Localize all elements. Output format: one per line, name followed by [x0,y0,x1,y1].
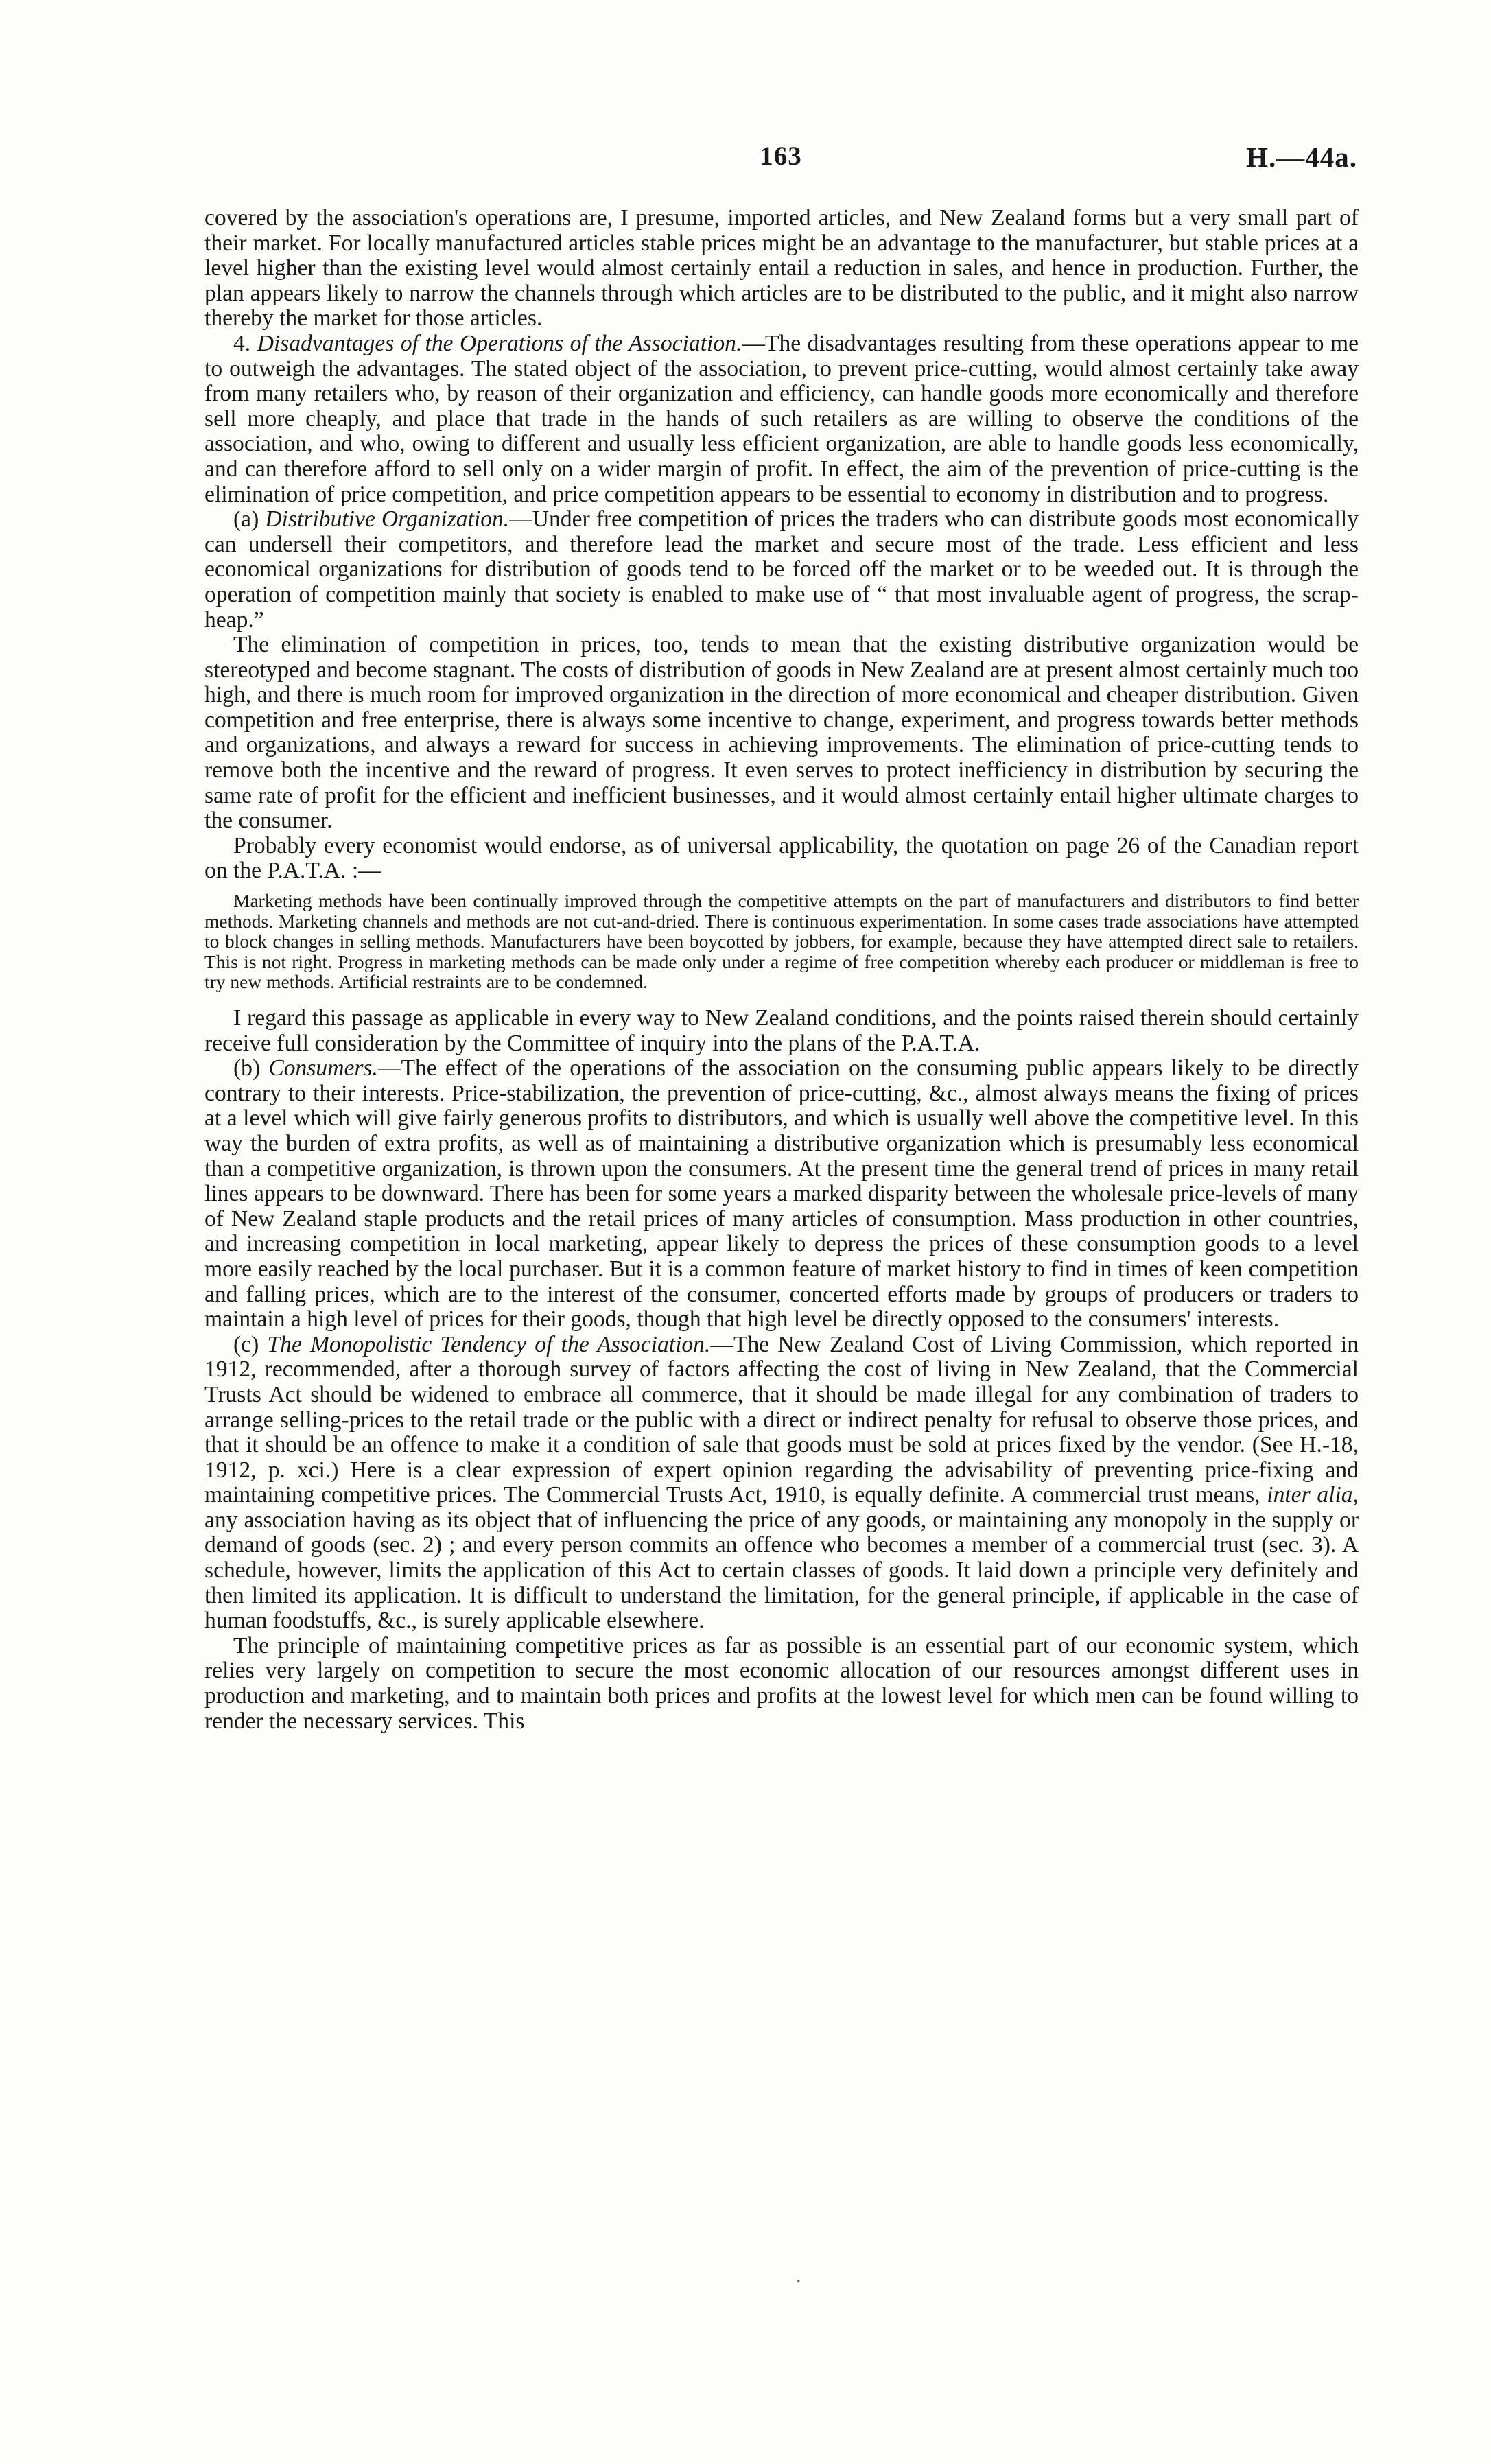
subsection-label-b: (b) [233,1055,269,1081]
subsection-label-a: (a) [233,506,266,532]
body-text [204,206,1359,1734]
section-number: 4. [233,330,257,356]
paragraph-6: I regard this passage as applicable in every way to New Zealand conditions, and the points raised therein should certainly receive full consideration by the Committee of inquiry into the plans of the P.A.T.A. [204,1005,1359,1056]
paragraph-8-text-b: , any association having as its object that of influencing the price of any goods, or maintaining any monopoly in the supply or demand of goods (sec. 2) ; and every person commits an offence who becomes a member of a commercial trust (sec. 3). A schedule, however, limits the application of this Act to certain classes of goods. It laid down a principle very definitely and then limited its application. It is difficult to understand the limitation, for the general principle, if applicable in the case of human foodstuffs, &c., is surely applicable elsewhere. [204,1482,1359,1634]
paragraph-8 [204,1333,1359,1634]
paper-reference: H.—44a. [1246,141,1357,173]
subsection-heading-monopolistic: The Monopolistic Tendency of the Association. [267,1331,711,1357]
paragraph-3 [204,507,1359,633]
paragraph-2-text: —The disadvantages resulting from these operations appear to me to outweigh the advantages. The stated object of the association, to prevent price-cutting, would almost certainly take away from many retailers who, by reason of their organization and efficiency, can handle goods more economically and therefore sell more cheaply, and place that trade in the hands of such retailers as are willing to observe the conditions of the association, and who, owing to different and usually less efficient organization, are able to handle goods less economically, and can therefore afford to sell only on a wider margin of profit. In effect, the aim of the prevention of price-cutting is the elimination of price competition, and price competition appears to be essential to economy in distribution and to progress. [204,330,1359,507]
paragraph-4: The elimination of competition in prices, too, tends to mean that the existing distributive organization would be stereotyped and become stagnant. The costs of distribution of goods in New Zealand are at present almost certainly much too high, and there is much room for improved organization in the direction of more economical and cheaper distribution. Given competition and free enterprise, there is always some incentive to change, experiment, and progress towards better methods and organizations, and always a reward for success in achieving improvements. The elimination of price-cutting tends to remove both the incentive and the reward of progress. It even serves to protect inefficiency in distribution by securing the same rate of profit for the efficient and inefficient businesses, and it would almost certainly entail higher ultimate charges to the consumer. [204,632,1359,834]
page-header [204,141,1357,182]
paragraph-7-text: —The effect of the operations of the association on the consuming public appears likely to be directly contrary to their interests. Price-stabilization, the prevention of price-cutting, &c., almost always means the fixing of prices at a level which will give fairly generous profits to distributors, and which is usually well above the competitive level. In this way the burden of extra profits, as well as of maintaining a distributive organization which is presumably less economical than a competitive organization, is thrown upon the consumers. At the present time the general trend of prices in many retail lines appears to be downward. There has been for some years a marked disparity between the wholesale price-levels of many of New Zealand staple products and the retail prices of many articles of consumption. Mass production in other countries, and increasing competition in local marketing, appear likely to depress the prices of these consumption goods to a level more easily reached by the local purchaser. But it is a common feature of market history to find in times of keen competition and falling prices, which are to the interest of the consumer, concerted efforts made by groups of producers or traders to maintain a high level of prices for their goods, though that high level be directly opposed to the consumers' interests. [204,1055,1359,1333]
paragraph-1: covered by the association's operations are, I presume, imported articles, and New Zealand forms but a very small part of their market. For locally manufactured articles stable prices might be an advantage to the manufacturer, but stable prices at a level higher than the existing level would almost certainly entail a reduction in sales, and hence in production. Further, the plan appears likely to narrow the channels through which articles are to be distributed to the public, and it might also narrow thereby the market for those articles. [204,205,1359,331]
subsection-heading-consumers: Consumers. [268,1055,378,1081]
paragraph-8-text-a: —The New Zealand Cost of Living Commission, which reported in 1912, recommended, after a thorough survey of factors affecting the cost of living in New Zealand, that the Commercial Trusts Act should be widened to embrace all commerce, that it should be made illegal for any combination of traders to arrange selling-prices to the retail trade or the public with a direct or indirect penalty for refusal to observe those prices, and that it should be an offence to make it a condition of sale that goods must be sold at prices fixed by the vendor. (See H.-18, 1912, p. xci.) Here is a clear expression of expert opinion regarding the advisability of preventing price-fixing and maintaining competitive prices. The Commercial Trusts Act, 1910, is equally definite. A commercial trust means, [204,1331,1359,1508]
subsection-heading-distributive: Distributive Organization. [265,506,510,532]
page-number: 163 [760,141,802,171]
subsection-label-c: (c) [233,1331,268,1357]
paragraph-5: Probably every economist would endorse, as of universal applicability, the quotation on page 26 of the Canadian report on the P.A.T.A. :— [204,832,1359,884]
paragraph-7 [204,1056,1359,1333]
block-quote: Marketing methods have been continually improved through the competitive attempts on the part of manufacturers and distributors to find better methods. Marketing channels and methods are not cut-and-dried. There is continuous experimentation. In some cases trade associations have attempted to block changes in selling methods. Manufacturers have been boycotted by jobbers, for example, because they have attempted direct sale to retailers. This is not right. Progress in marketing methods can be made only under a regime of free competition whereby each producer or middleman is free to try new methods. Artificial restraints are to be condemned. [204,890,1359,993]
paragraph-3-text: —Under free competition of prices the traders who can distribute goods most economically can undersell their competitors, and therefore lead the market and secure most of the trade. Less efficient and less economical organizations for distribution of goods tend to be forced off the market or to be weeded out. It is through the operation of competition mainly that society is enabled to make use of “ that most invaluable agent of progress, the scrap-heap.” [204,506,1359,633]
paragraph-2 [204,331,1359,507]
footer-mark: . [796,2264,801,2287]
paragraph-9: The principle of maintaining competitive prices as far as possible is an essential part of our economic system, which relies very largely on competition to secure the most economic allocation of our resources amongst different uses in production and marketing, and to maintain both prices and profits at the lowest level for which men can be found willing to render the necessary services. This [204,1632,1359,1734]
section-heading-disadvantages: Disadvantages of the Operations of the Association. [257,330,742,356]
latin-phrase: inter alia [1267,1482,1353,1508]
